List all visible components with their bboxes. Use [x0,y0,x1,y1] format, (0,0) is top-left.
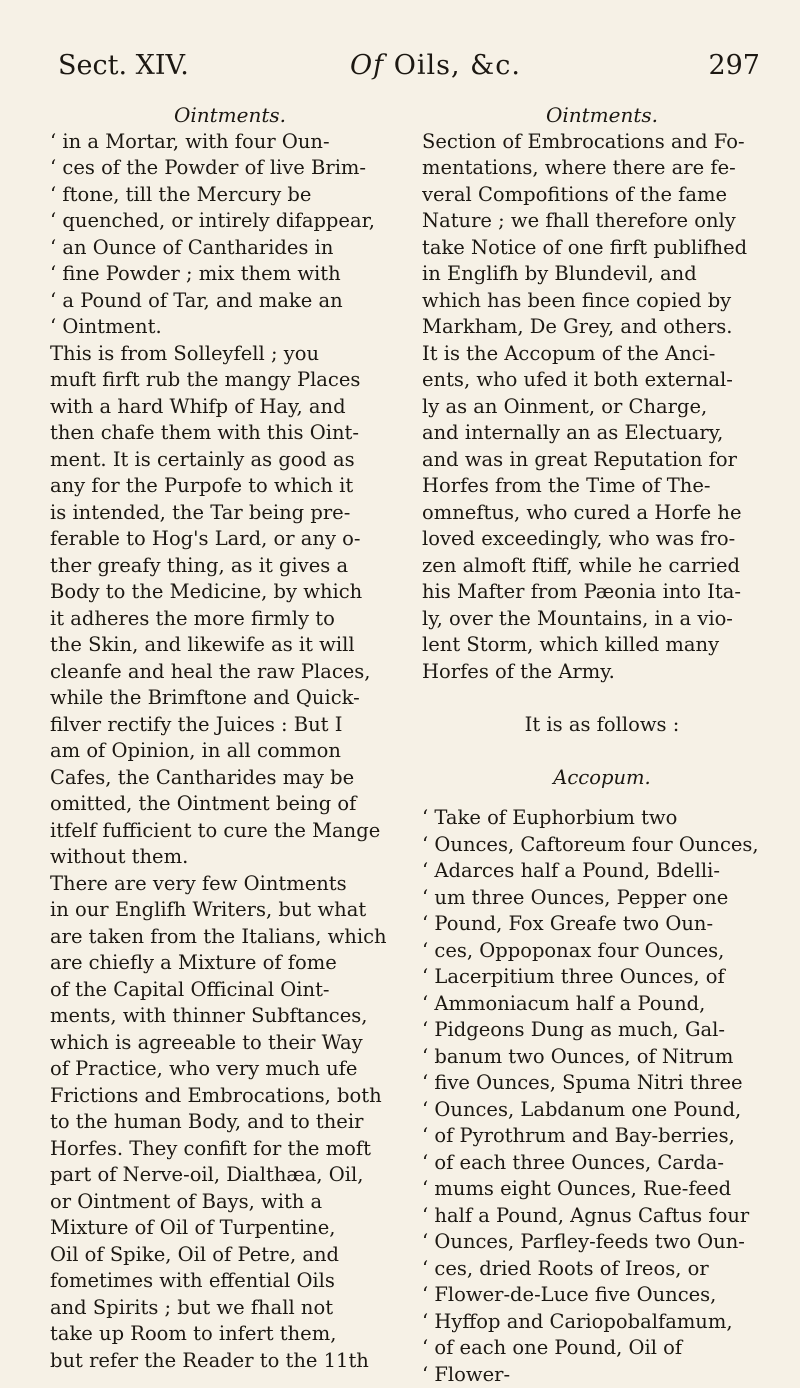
text-line: lent Storm, which killed many [422,632,782,659]
text-line: ‘ quenched, or intirely difappear, [50,208,410,235]
text-line: in our Englifh Writers, but what [50,897,410,924]
right-running-head: Ointments. [422,102,782,129]
text-line: but refer the Reader to the 11th [50,1348,410,1375]
page-number: 297 [708,50,760,81]
text-line: Section of Embrocations and Fo- [422,129,782,156]
text-line: omneftus, who cured a Horfe he [422,500,782,527]
text-line: ‘ ces, dried Roots of Ireos, or [422,1256,782,1283]
text-line: is intended, the Tar being pre- [50,500,410,527]
text-line: and internally an as Electuary, [422,420,782,447]
text-line: ‘ Ammoniacum half a Pound, [422,991,782,1018]
text-line: while the Brimftone and Quick- [50,685,410,712]
text-line: ‘ Take of Euphorbium two [422,805,782,832]
text-line: of Practice, who very much ufe [50,1056,410,1083]
text-line: it adheres the more firmly to [50,606,410,633]
text-line: ‘ Lacerpitium three Ounces, of [422,964,782,991]
text-line: ‘ Flower- [422,1362,782,1388]
text-line: fometimes with effential Oils [50,1268,410,1295]
text-line: and Spirits ; but we fhall not [50,1295,410,1322]
text-line: zen almoft ftiff, while he carried [422,553,782,580]
text-line: ly as an Oinment, or Charge, [422,394,782,421]
text-line: in Englifh by Blundevil, and [422,261,782,288]
text-line: ‘ um three Ounces, Pepper one [422,885,782,912]
text-line: the Skin, and likewife as it will [50,632,410,659]
text-line: ‘ of Pyrothrum and Bay-berries, [422,1123,782,1150]
text-line: ly, over the Mountains, in a vio- [422,606,782,633]
text-line: which has been fince copied by [422,288,782,315]
text-line: are chiefly a Mixture of fome [50,950,410,977]
text-line: ‘ an Ounce of Cantharides in [50,235,410,262]
chapter-title [350,50,521,81]
text-line: ents, who ufed it both external- [422,367,782,394]
follows-line: It is as follows : [422,712,782,739]
text-line: Nature ; we fhall therefore only [422,208,782,235]
text-line: ‘ a Pound of Tar, and make an [50,288,410,315]
text-line: Mixture of Oil of Turpentine, [50,1215,410,1242]
text-line: mentations, where there are fe- [422,155,782,182]
text-line: ment. It is certainly as good as [50,447,410,474]
text-line: ‘ Hyffop and Cariopobalfamum, [422,1309,782,1336]
text-line: ‘ ces of the Powder of live Brim- [50,155,410,182]
section-label: Sect. XIV. [58,50,189,81]
text-line: are taken from the Italians, which [50,924,410,951]
text-line: ments, with thinner Subftances, [50,1003,410,1030]
title-of: Of [350,50,384,81]
text-line: and was in great Reputation for [422,447,782,474]
text-line: ‘ ces, Oppoponax four Ounces, [422,938,782,965]
text-line: ‘ in a Mortar, with four Oun- [50,129,410,156]
left-running-head: Ointments. [50,102,410,129]
text-line: Oil of Spike, Oil of Petre, and [50,1242,410,1269]
text-line: It is the Accopum of the Anci- [422,341,782,368]
text-line: ‘ fine Powder ; mix them with [50,261,410,288]
page-header [30,50,770,100]
recipe-text-lines [422,805,782,1388]
text-line: ‘ Ounces, Caftoreum four Ounces, [422,832,782,859]
text-line: Cafes, the Cantharides may be [50,765,410,792]
text-line: ‘ of each one Pound, Oil of [422,1335,782,1362]
text-line: ‘ Ounces, Labdanum one Pound, [422,1097,782,1124]
title-rest: Oils, &c. [394,50,521,81]
text-line: ‘ Ounces, Parfley-feeds two Oun- [422,1229,782,1256]
text-line: take up Room to infert them, [50,1321,410,1348]
text-line: There are very few Ointments [50,871,410,898]
text-line: Horfes of the Army. [422,659,782,686]
text-line: Body to the Medicine, by which [50,579,410,606]
text-line: Horfes. They confift for the moft [50,1136,410,1163]
text-line: itfelf fufficient to cure the Mange [50,818,410,845]
text-line: ‘ of each three Ounces, Carda- [422,1150,782,1177]
text-line: without them. [50,844,410,871]
text-line: ferable to Hog's Lard, or any o- [50,526,410,553]
text-line: ‘ half a Pound, Agnus Caftus four [422,1203,782,1230]
text-line: veral Compofitions of the fame [422,182,782,209]
text-line: loved exceedingly, who was fro- [422,526,782,553]
text-line: then chafe them with this Oint- [50,420,410,447]
text-line: ‘ Ointment. [50,314,410,341]
recipe-title: Accopum. [422,765,782,792]
text-line: omitted, the Ointment being of [50,791,410,818]
text-line: part of Nerve-oil, Dialthæa, Oil, [50,1162,410,1189]
text-line: take Notice of one firft publifhed [422,235,782,262]
left-text-lines [50,129,410,1375]
right-text-lines [422,129,782,686]
text-line: filver rectify the Juices : But I [50,712,410,739]
text-line: of the Capital Officinal Oint- [50,977,410,1004]
text-line: any for the Purpofe to which it [50,473,410,500]
text-line: ‘ five Ounces, Spuma Nitri three [422,1070,782,1097]
text-line: ‘ Pidgeons Dung as much, Gal- [422,1017,782,1044]
text-line: This is from Solleyfell ; you [50,341,410,368]
text-line: ‘ Flower-de-Luce five Ounces, [422,1282,782,1309]
text-line: ‘ Adarces half a Pound, Bdelli- [422,858,782,885]
text-line: muft firft rub the mangy Places [50,367,410,394]
text-line: Horfes from the Time of The- [422,473,782,500]
text-line: ‘ mums eight Ounces, Rue-feed [422,1176,782,1203]
text-line: or Ointment of Bays, with a [50,1189,410,1216]
text-line: which is agreeable to their Way [50,1030,410,1057]
left-column [50,102,410,1374]
text-line: ‘ banum two Ounces, of Nitrum [422,1044,782,1071]
text-line: his Mafter from Pæonia into Ita- [422,579,782,606]
right-column [422,102,782,1388]
text-line: with a hard Whifp of Hay, and [50,394,410,421]
text-line: am of Opinion, in all common [50,738,410,765]
text-line: Frictions and Embrocations, both [50,1083,410,1110]
text-line: cleanfe and heal the raw Places, [50,659,410,686]
text-line: ther greafy thing, as it gives a [50,553,410,580]
text-line: ‘ Pound, Fox Greafe two Oun- [422,911,782,938]
text-line: ‘ ftone, till the Mercury be [50,182,410,209]
text-line: to the human Body, and to their [50,1109,410,1136]
text-line: Markham, De Grey, and others. [422,314,782,341]
